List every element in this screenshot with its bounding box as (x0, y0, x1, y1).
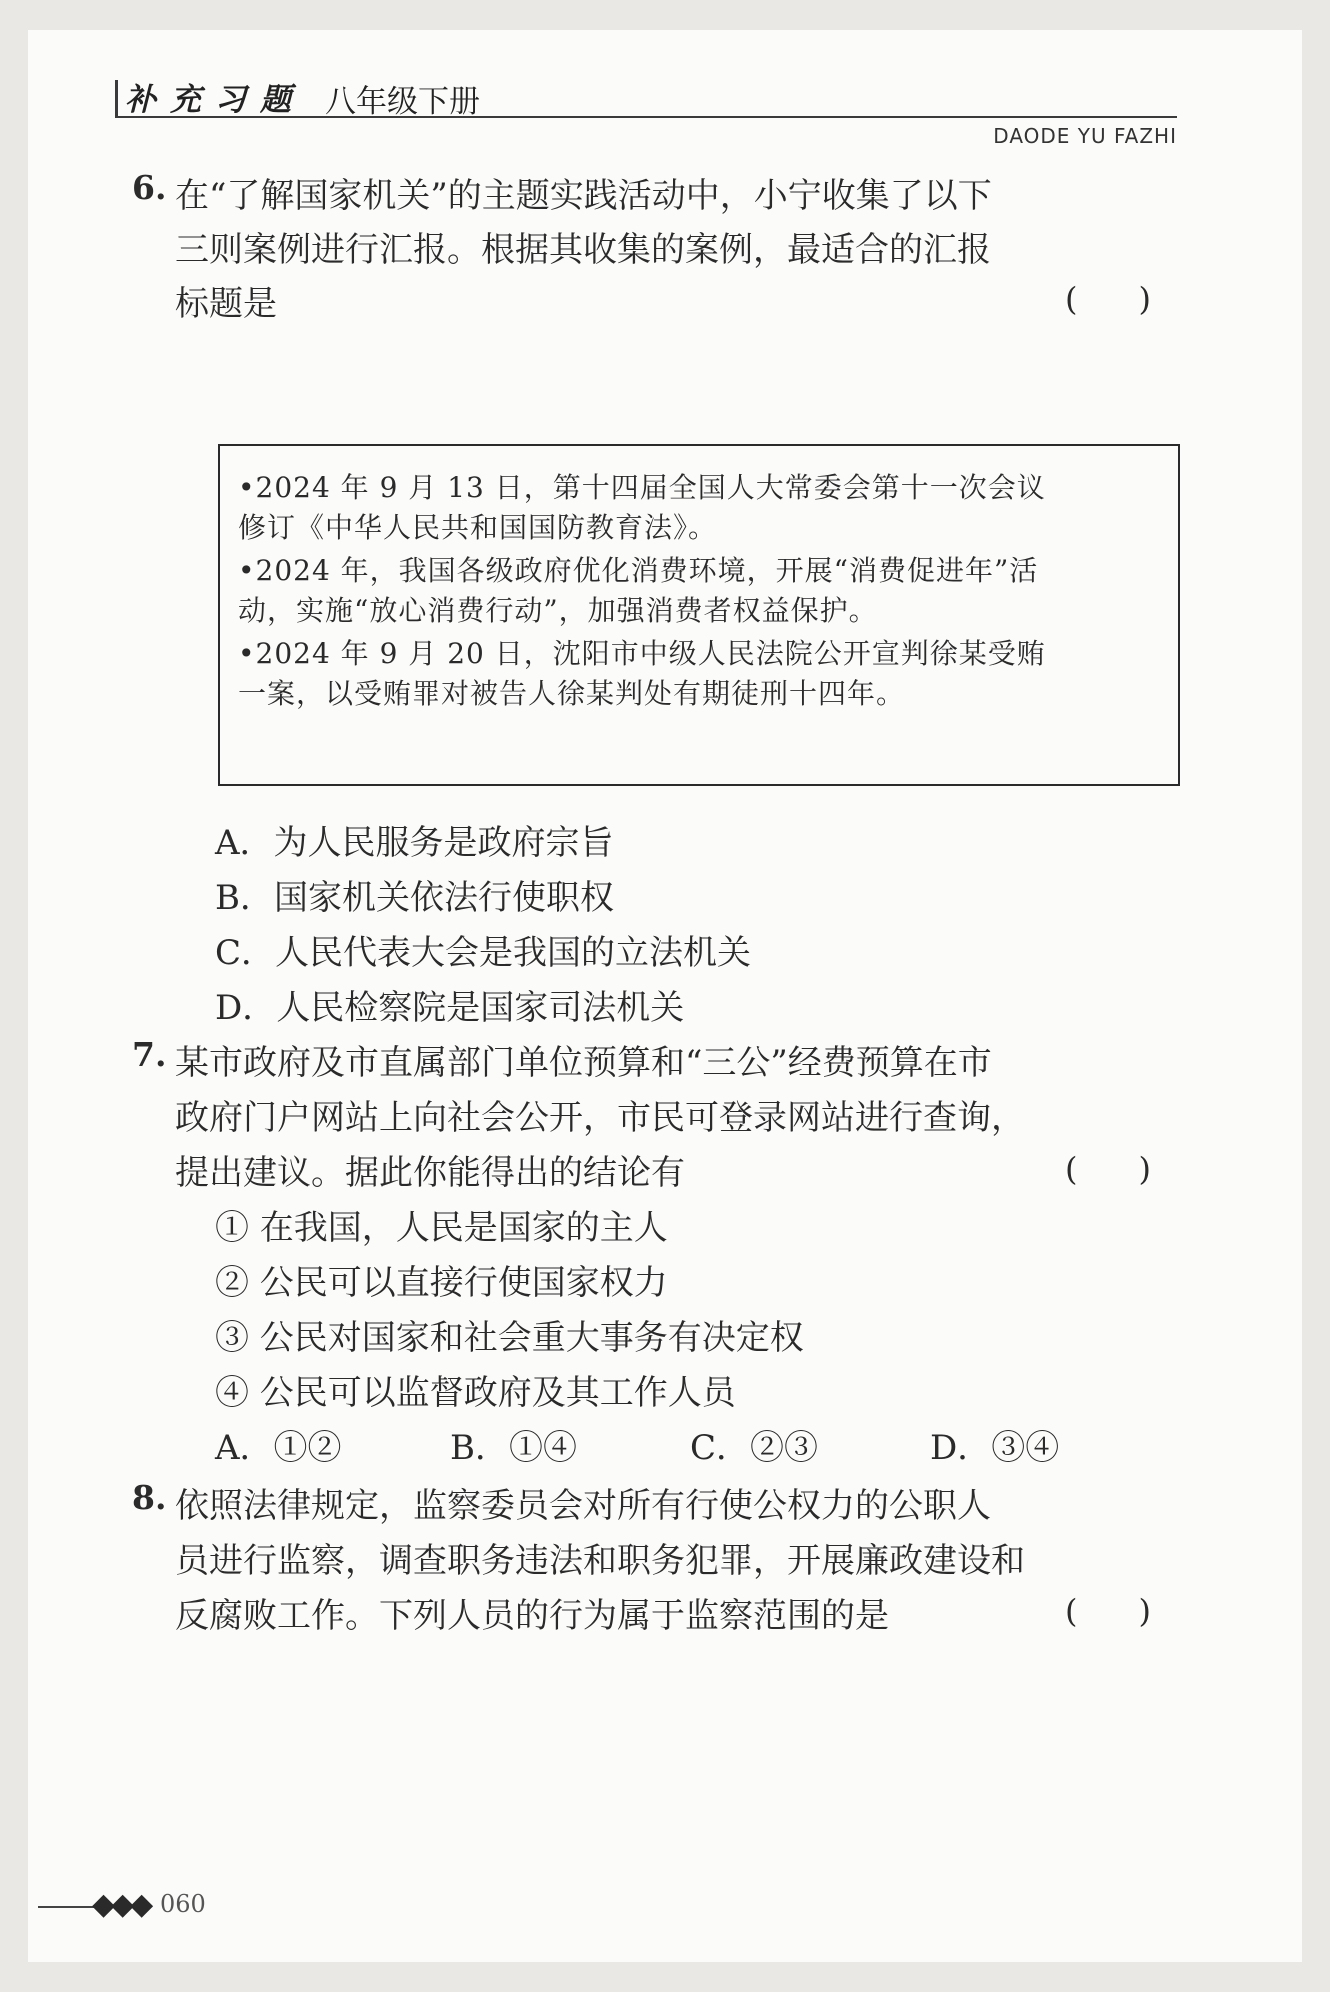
question-7-line-3: 提出建议。据此你能得出的结论有 (175, 1153, 685, 1193)
question-7-option-d[interactable]: D．③④ (930, 1428, 1060, 1468)
page-number: 060 (160, 1890, 206, 1918)
case-line-6: 一案，以受贿罪对被告人徐某判处有期徒刑十四年。 (238, 677, 906, 710)
running-header (115, 72, 1177, 148)
question-8-answer-blank[interactable]: ( ) (1065, 1592, 1151, 1630)
case-line-5: •2024 年 9 月 20 日，沈阳市中级人民法院公开宣判徐某受贿 (238, 637, 1046, 670)
question-8-line-1: 依照法律规定，监察委员会对所有行使公权力的公职人 (175, 1486, 991, 1526)
question-6-line-2: 三则案例进行汇报。根据其收集的案例，最适合的汇报 (175, 230, 991, 270)
question-6-option-c[interactable]: C．人民代表大会是我国的立法机关 (215, 933, 752, 973)
case-materials-box (218, 444, 1180, 786)
header-divider (115, 80, 118, 116)
question-7-option-b[interactable]: B．①④ (450, 1428, 577, 1468)
grade-label: 八年级下册 (325, 84, 480, 120)
case-line-3: •2024 年，我国各级政府优化消费环境，开展“消费促进年”活 (238, 554, 1039, 587)
question-6-option-b[interactable]: B．国家机关依法行使职权 (215, 878, 614, 918)
diamond-icon: ◆◆◆ (92, 1887, 150, 1922)
question-6-option-d[interactable]: D．人民检察院是国家司法机关 (215, 988, 685, 1028)
question-6-line-3: 标题是 (175, 284, 277, 324)
footer-rule (38, 1906, 96, 1908)
question-7-statement-1: ① 在我国，人民是国家的主人 (215, 1208, 668, 1248)
question-7-option-a[interactable]: A．①② (215, 1428, 342, 1468)
case-line-4: 动，实施“放心消费行动”，加强消费者权益保护。 (238, 594, 878, 627)
question-7-statement-2: ② 公民可以直接行使国家权力 (215, 1263, 668, 1303)
case-line-1: •2024 年 9 月 13 日，第十四届全国人大常委会第十一次会议 (238, 471, 1046, 504)
question-7-line-1: 某市政府及市直属部门单位预算和“三公”经费预算在市 (175, 1043, 992, 1083)
question-6-answer-blank[interactable]: ( ) (1065, 280, 1151, 318)
question-8-line-2: 员进行监察，调查职务违法和职务犯罪，开展廉政建设和 (175, 1541, 1025, 1581)
question-6-number: 6. (132, 168, 167, 207)
question-7-statement-3: ③ 公民对国家和社会重大事务有决定权 (215, 1318, 804, 1358)
question-6-option-a[interactable]: A．为人民服务是政府宗旨 (215, 823, 614, 863)
question-8-line-3: 反腐败工作。下列人员的行为属于监察范围的是 (175, 1596, 889, 1636)
question-7-line-2: 政府门户网站上向社会公开，市民可登录网站进行查询， (175, 1098, 1025, 1138)
question-8-number: 8. (132, 1478, 167, 1517)
case-line-2: 修订《中华人民共和国国防教育法》。 (238, 511, 718, 544)
subject-label: DAODE YU FAZHI (993, 124, 1177, 148)
question-7-option-c[interactable]: C．②③ (690, 1428, 819, 1468)
question-7-statement-4: ④ 公民可以监督政府及其工作人员 (215, 1373, 736, 1413)
question-7-answer-blank[interactable]: ( ) (1065, 1150, 1151, 1188)
question-7-number: 7. (132, 1035, 167, 1074)
series-title: 补充习题 (125, 82, 305, 118)
question-6-line-1: 在“了解国家机关”的主题实践活动中，小宁收集了以下 (175, 176, 992, 216)
